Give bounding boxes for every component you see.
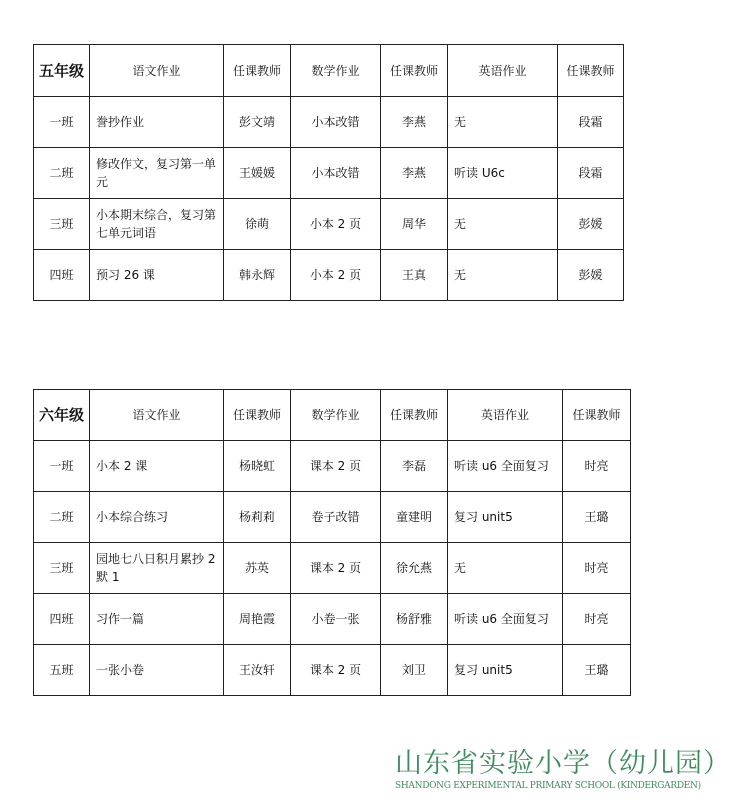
table-cell: 小本改错 bbox=[291, 148, 381, 199]
table-row bbox=[34, 250, 624, 301]
table-cell: 彭媛 bbox=[558, 250, 624, 301]
table-row bbox=[34, 199, 624, 250]
table-cell: 复习 unit5 bbox=[448, 492, 563, 543]
table-cell: 李燕 bbox=[381, 148, 448, 199]
table-cell: 徐萌 bbox=[224, 199, 291, 250]
header-row bbox=[34, 45, 624, 97]
class-name-cell: 一班 bbox=[34, 441, 90, 492]
class-name-cell: 二班 bbox=[34, 148, 90, 199]
grade5-homework-table bbox=[33, 44, 624, 301]
table-cell: 小本综合练习 bbox=[90, 492, 224, 543]
table-cell: 听读 u6 全面复习 bbox=[448, 441, 563, 492]
table-row bbox=[34, 645, 631, 696]
header-row bbox=[34, 390, 631, 441]
table-cell: 周华 bbox=[381, 199, 448, 250]
grade6-homework-table bbox=[33, 389, 631, 696]
column-header: 任课教师 bbox=[558, 45, 624, 97]
school-name-english: SHANDONG EXPERIMENTAL PRIMARY SCHOOL (KINDERGARDEN) bbox=[395, 781, 701, 791]
table-cell: 听读 U6c bbox=[448, 148, 558, 199]
table-row bbox=[34, 594, 631, 645]
table-cell: 彭文靖 bbox=[224, 97, 291, 148]
table-cell: 李燕 bbox=[381, 97, 448, 148]
table-cell: 王璐 bbox=[563, 645, 631, 696]
table-cell: 园地七八日积月累抄 2 默 1 bbox=[90, 543, 224, 594]
class-name-cell: 一班 bbox=[34, 97, 90, 148]
column-header: 任课教师 bbox=[563, 390, 631, 441]
column-header: 任课教师 bbox=[381, 390, 448, 441]
table-cell: 一张小卷 bbox=[90, 645, 224, 696]
table-cell: 彭媛 bbox=[558, 199, 624, 250]
table-row bbox=[34, 97, 624, 148]
class-name-cell: 四班 bbox=[34, 594, 90, 645]
school-logo bbox=[395, 748, 731, 792]
table-cell: 时亮 bbox=[563, 594, 631, 645]
table-cell: 小本改错 bbox=[291, 97, 381, 148]
table-row bbox=[34, 148, 624, 199]
column-header: 语文作业 bbox=[90, 45, 224, 97]
table-cell: 无 bbox=[448, 97, 558, 148]
column-header: 任课教师 bbox=[224, 45, 291, 97]
class-name-cell: 三班 bbox=[34, 543, 90, 594]
table-cell: 誊抄作业 bbox=[90, 97, 224, 148]
class-name-cell: 二班 bbox=[34, 492, 90, 543]
column-header: 语文作业 bbox=[90, 390, 224, 441]
table-cell: 时亮 bbox=[563, 543, 631, 594]
table-cell: 小本 2 课 bbox=[90, 441, 224, 492]
table-cell: 习作一篇 bbox=[90, 594, 224, 645]
table-cell: 无 bbox=[448, 250, 558, 301]
grade-label: 五年级 bbox=[34, 45, 90, 97]
table-cell: 时亮 bbox=[563, 441, 631, 492]
table-cell: 卷子改错 bbox=[291, 492, 381, 543]
table-cell: 王汝轩 bbox=[224, 645, 291, 696]
table-cell: 杨晓虹 bbox=[224, 441, 291, 492]
table-cell: 杨莉莉 bbox=[224, 492, 291, 543]
column-header: 数学作业 bbox=[291, 390, 381, 441]
table-cell: 周艳霞 bbox=[224, 594, 291, 645]
table-cell: 小本 2 页 bbox=[291, 199, 381, 250]
table-cell: 听读 u6 全面复习 bbox=[448, 594, 563, 645]
table-cell: 课本 2 页 bbox=[291, 645, 381, 696]
table-cell: 段霜 bbox=[558, 97, 624, 148]
table-cell: 小本 2 页 bbox=[291, 250, 381, 301]
column-header: 任课教师 bbox=[224, 390, 291, 441]
table-row bbox=[34, 492, 631, 543]
table-cell: 王真 bbox=[381, 250, 448, 301]
school-name-chinese: 山东省实验小学（幼儿园） bbox=[395, 748, 731, 779]
column-header: 英语作业 bbox=[448, 390, 563, 441]
table-cell: 无 bbox=[448, 199, 558, 250]
class-name-cell: 四班 bbox=[34, 250, 90, 301]
table-cell: 李磊 bbox=[381, 441, 448, 492]
table-cell: 徐允燕 bbox=[381, 543, 448, 594]
table-cell: 无 bbox=[448, 543, 563, 594]
table-cell: 课本 2 页 bbox=[291, 441, 381, 492]
table-cell: 复习 unit5 bbox=[448, 645, 563, 696]
table-cell: 王媛媛 bbox=[224, 148, 291, 199]
table-row bbox=[34, 543, 631, 594]
table-cell: 预习 26 课 bbox=[90, 250, 224, 301]
column-header: 任课教师 bbox=[381, 45, 448, 97]
table-cell: 刘卫 bbox=[381, 645, 448, 696]
table-cell: 杨舒雅 bbox=[381, 594, 448, 645]
table-cell: 小本期末综合，复习第七单元词语 bbox=[90, 199, 224, 250]
table-row bbox=[34, 441, 631, 492]
table-cell: 课本 2 页 bbox=[291, 543, 381, 594]
column-header: 英语作业 bbox=[448, 45, 558, 97]
table-cell: 苏英 bbox=[224, 543, 291, 594]
table-cell: 段霜 bbox=[558, 148, 624, 199]
class-name-cell: 五班 bbox=[34, 645, 90, 696]
table-cell: 韩永辉 bbox=[224, 250, 291, 301]
column-header: 数学作业 bbox=[291, 45, 381, 97]
table-cell: 修改作文，复习第一单元 bbox=[90, 148, 224, 199]
table-cell: 小卷一张 bbox=[291, 594, 381, 645]
table-cell: 王璐 bbox=[563, 492, 631, 543]
table-cell: 童建明 bbox=[381, 492, 448, 543]
grade-label: 六年级 bbox=[34, 390, 90, 441]
class-name-cell: 三班 bbox=[34, 199, 90, 250]
